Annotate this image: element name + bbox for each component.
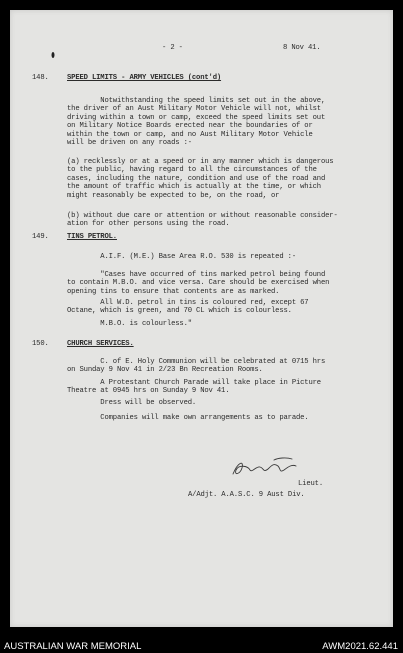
section-150-para-3: Dress will be observed.: [67, 399, 197, 407]
section-148-para-3: (b) without due care or attention or without reasonable consider- ation for other persons using the road.: [67, 212, 338, 229]
signatory-rank: Lieut.: [298, 480, 323, 488]
section-148-para-2: (a) recklessly or at a speed or in any manner which is dangerous to the public, having regard to all the circumstances of the cases, including the nature, condition and use of the road and the amount of traffic which is actually at the time, or which might reasonably be expected to be, on the road, or: [67, 158, 334, 200]
section-150-para-1: C. of E. Holy Communion will be celebrated at 0715 hrs on Sunday 9 Nov 41 in 2/23 Bn Recreation Rooms.: [67, 358, 326, 375]
section-149-para-2: "Cases have occurred of tins marked petrol being found to contain M.B.O. and vice versa. Care should be exercised when opening tins to ensure that contents are as marked.: [67, 271, 330, 296]
page-number: - 2 -: [162, 44, 183, 52]
footer-accession-number: AWM2021.62.441: [322, 641, 398, 652]
section-149-para-4: M.B.O. is colourless.": [67, 320, 192, 328]
document-date: 8 Nov 41.: [283, 44, 321, 52]
section-title-149: TINS PETROL.: [67, 233, 117, 241]
section-number-148: 148.: [32, 74, 49, 82]
section-149-para-1: A.I.F. (M.E.) Base Area R.O. 530 is repeated :-: [67, 253, 296, 261]
punch-hole: [52, 52, 55, 58]
section-149-para-3: All W.D. petrol in tins is coloured red, except 67 Octane, which is green, and 70 CL which is colourless.: [67, 299, 309, 316]
signatory-title: A/Adjt. A.A.S.C. 9 Aust Div.: [188, 491, 305, 499]
section-150-para-4: Companies will make own arrangements as to parade.: [67, 414, 309, 422]
footer-source: AUSTRALIAN WAR MEMORIAL: [4, 641, 142, 652]
document-page: [10, 10, 393, 627]
section-title-148: SPEED LIMITS - ARMY VEHICLES (cont'd): [67, 74, 222, 82]
section-number-150: 150.: [32, 340, 49, 348]
section-148-para-1: Notwithstanding the speed limits set out in the above, the driver of an Aust Military Motor Vehicle will not, whilst driving within a town or camp, exceed the speed limits set out on Military Notice Boards erected near the boundaries of or within the town or camp, and no Aust Military Motor Vehicle will be driven on any roads :-: [67, 97, 326, 148]
section-150-para-2: A Protestant Church Parade will take place in Picture Theatre at 0945 hrs on Sunday 9 Nov 41.: [67, 379, 321, 396]
section-title-150: CHURCH SERVICES.: [67, 340, 134, 348]
section-number-149: 149.: [32, 233, 49, 241]
archive-footer: [0, 627, 403, 653]
handwritten-signature: [230, 454, 305, 480]
